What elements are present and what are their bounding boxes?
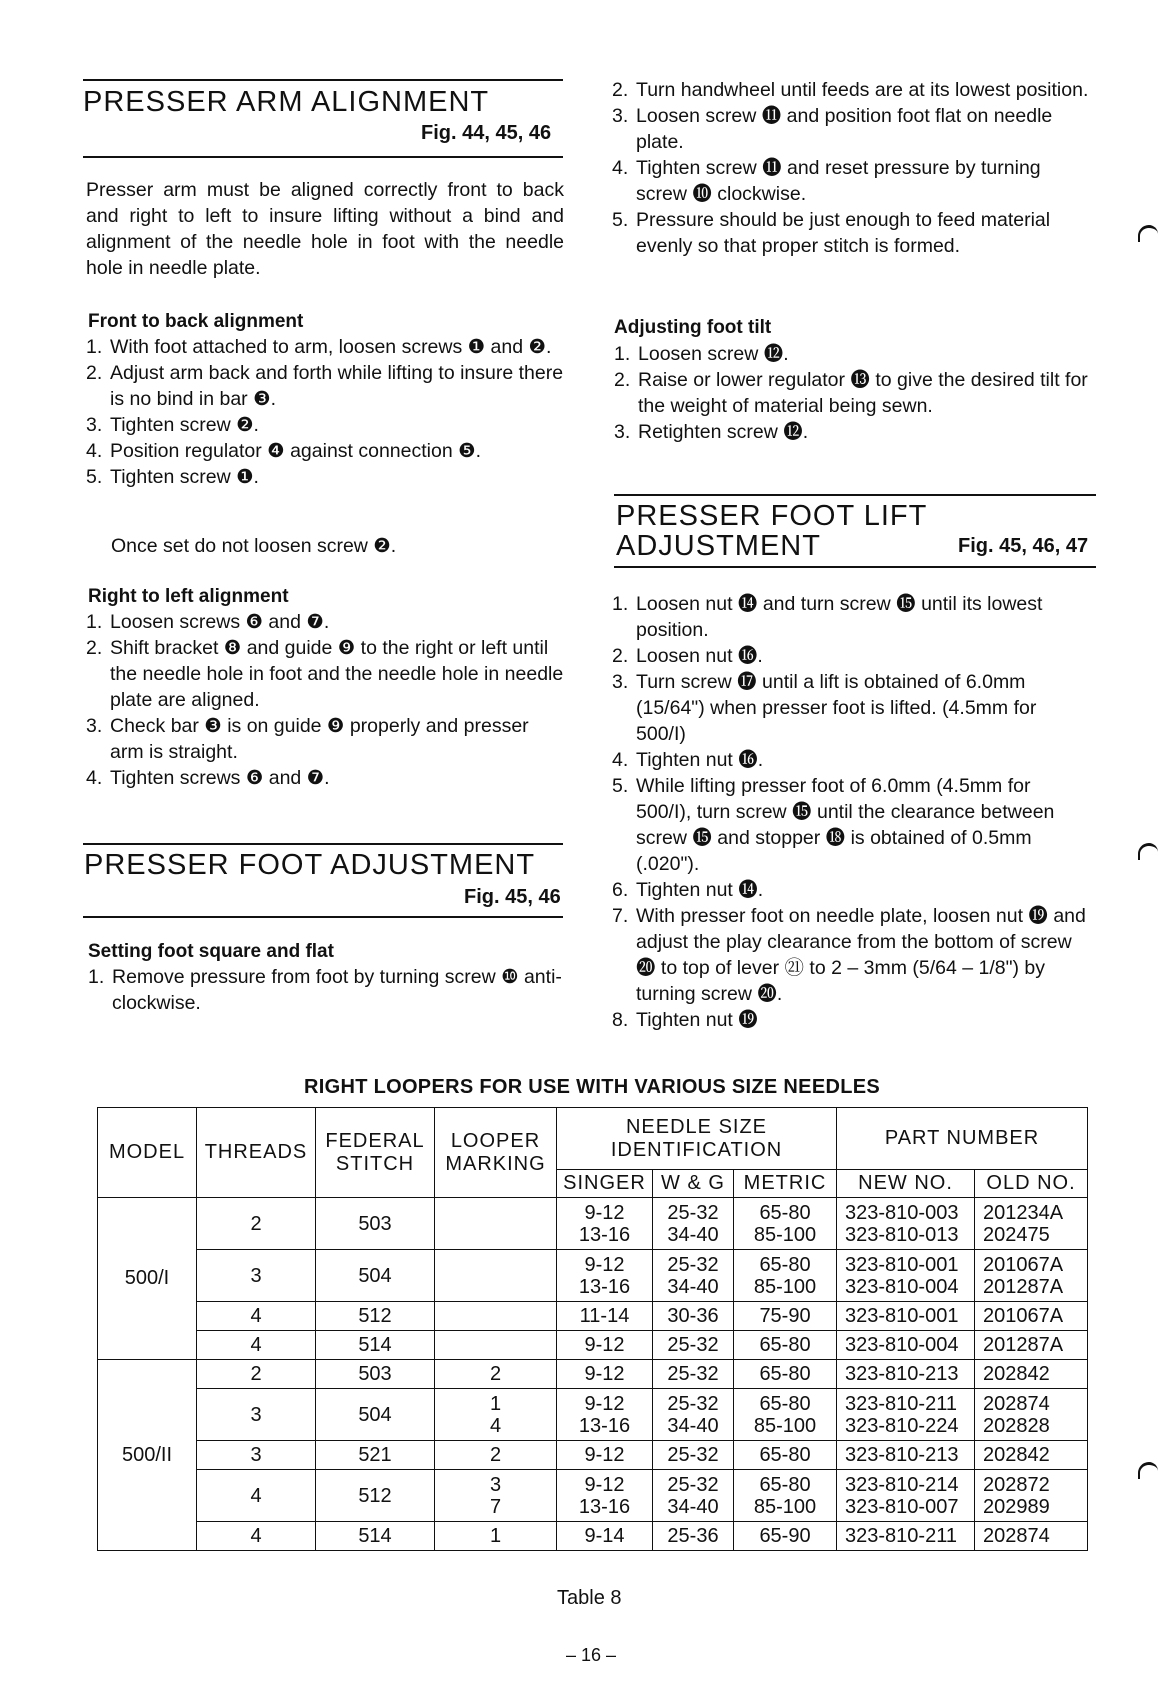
col-model: MODEL: [98, 1108, 197, 1198]
cell-new: 323-810-211: [837, 1522, 975, 1551]
col-metric: METRIC: [734, 1170, 837, 1198]
step-number: 4.: [86, 767, 103, 789]
step-item: [612, 155, 1090, 207]
cell-threads: 4: [197, 1331, 316, 1360]
col-looper-line1: LOOPER: [450, 1129, 541, 1152]
step-text: Raise or lower regulator ⓭ to give the desired tilt for the weight of material being sewn.: [638, 369, 1088, 417]
presser-foot-fig-ref: Fig. 45, 46: [464, 886, 561, 908]
cell-metric: 65-80: [734, 1360, 837, 1389]
foot-tilt-heading: Adjusting foot tilt: [614, 317, 772, 338]
lift-steps: [612, 591, 1090, 1033]
step-text: Tighten nut ⓰.: [636, 749, 764, 771]
cell-old: 201287A: [975, 1331, 1088, 1360]
step-text: Retighten screw ⓬.: [638, 421, 809, 443]
step-item: [86, 412, 564, 438]
front-back-note: Once set do not loosen screw ❷.: [111, 535, 397, 557]
right-left-heading: Right to left alignment: [88, 586, 289, 607]
step-item: [612, 591, 1090, 643]
step-text: While lifting presser foot of 6.0mm (4.5mm for 500/I), turn screw ⓯ until the clearance between screw ⓯ and stopper ⓲ is obtained of 0.5mm (.020").: [636, 775, 1055, 875]
cell-wg: 25-32 34-40: [653, 1389, 734, 1441]
step-number: 1.: [88, 966, 105, 988]
step-item: [86, 360, 564, 412]
cell-metric: 65-80 85-100: [734, 1198, 837, 1250]
cell-wg: 25-32: [653, 1360, 734, 1389]
step-number: 6.: [612, 879, 629, 901]
front-back-heading: Front to back alignment: [88, 311, 304, 332]
binder-mark: [1138, 225, 1158, 242]
table-row: [98, 1470, 1088, 1522]
step-number: 1.: [86, 336, 103, 358]
step-text: Pressure should be just enough to feed material evenly so that proper stitch is formed.: [636, 209, 1051, 257]
step-text: Shift bracket ❽ and guide ❾ to the right or left until the needle hole in foot and the needle hole in needle plate are aligned.: [110, 637, 564, 711]
right-left-steps: [86, 609, 564, 791]
cell-marking: 1: [435, 1522, 557, 1551]
cell-old: 202842: [975, 1441, 1088, 1470]
step-item: [86, 464, 564, 490]
presser-foot-heading: PRESSER FOOT ADJUSTMENT: [84, 849, 536, 881]
foot-adjust-continued-steps: [612, 77, 1090, 259]
col-looper-marking: [435, 1108, 557, 1198]
step-number: 2.: [612, 79, 629, 101]
model-cell: 500/II: [98, 1360, 197, 1551]
col-part-number: PART NUMBER: [837, 1108, 1088, 1170]
step-text: Loosen nut ⓮ and turn screw ⓯ until its lowest position.: [636, 593, 1043, 641]
col-needle-size: [557, 1108, 837, 1170]
cell-singer: 9-12: [557, 1441, 653, 1470]
step-number: 3.: [614, 421, 631, 443]
col-federal-line2: STITCH: [335, 1152, 415, 1175]
cell-threads: 4: [197, 1522, 316, 1551]
step-item: [86, 765, 564, 791]
col-federal-line1: FEDERAL: [325, 1129, 425, 1152]
cell-old: 202874: [975, 1522, 1088, 1551]
foot-bottom-rule: [83, 916, 563, 918]
col-needle-line2: IDENTIFICATION: [610, 1138, 783, 1161]
step-text: Tighten screw ❷.: [110, 414, 259, 436]
step-item: [88, 964, 566, 1016]
step-number: 1.: [614, 343, 631, 365]
step-text: With foot attached to arm, loosen screws ❶ and ❷.: [110, 336, 552, 358]
cell-metric: 65-80: [734, 1331, 837, 1360]
col-singer: SINGER: [557, 1170, 653, 1198]
table-row: [98, 1198, 1088, 1250]
cell-metric: 65-80 85-100: [734, 1250, 837, 1302]
step-text: Loosen screw ⓫ and position foot flat on needle plate.: [636, 105, 1053, 153]
cell-old: 202874 202828: [975, 1389, 1088, 1441]
lift-bottom-rule: [614, 566, 1096, 568]
step-text: Tighten screw ❶.: [110, 466, 259, 488]
col-old-no: OLD NO.: [975, 1170, 1088, 1198]
binder-mark: [1138, 1462, 1158, 1479]
step-text: Tighten nut ⓳: [636, 1009, 758, 1031]
step-number: 5.: [612, 775, 629, 797]
step-item: [86, 713, 564, 765]
cell-new: 323-810-211 323-810-224: [837, 1389, 975, 1441]
cell-metric: 65-80 85-100: [734, 1470, 837, 1522]
cell-new: 323-810-213: [837, 1360, 975, 1389]
col-looper-line2: MARKING: [445, 1152, 546, 1175]
step-number: 4.: [612, 157, 629, 179]
step-item: [612, 903, 1090, 1007]
cell-old: 202842: [975, 1360, 1088, 1389]
cell-stitch: 504: [316, 1389, 435, 1441]
cell-old: 201234A 202475: [975, 1198, 1088, 1250]
table-row: [98, 1302, 1088, 1331]
step-number: 8.: [612, 1009, 629, 1031]
step-text: Loosen screw ⓬.: [638, 343, 789, 365]
cell-marking: 2: [435, 1360, 557, 1389]
cell-threads: 3: [197, 1389, 316, 1441]
cell-threads: 2: [197, 1198, 316, 1250]
step-number: 2.: [86, 637, 103, 659]
cell-singer: 9-12 13-16: [557, 1470, 653, 1522]
step-item: [612, 773, 1090, 877]
cell-marking: [435, 1250, 557, 1302]
table-row: [98, 1360, 1088, 1389]
cell-old: 201067A: [975, 1302, 1088, 1331]
cell-stitch: 514: [316, 1331, 435, 1360]
step-number: 5.: [612, 209, 629, 231]
step-number: 2.: [614, 369, 631, 391]
step-item: [614, 419, 1090, 445]
step-number: 7.: [612, 905, 629, 927]
heading-rule: [83, 156, 563, 158]
cell-stitch: 514: [316, 1522, 435, 1551]
page-number: – 16 –: [566, 1645, 617, 1665]
cell-new: 323-810-214 323-810-007: [837, 1470, 975, 1522]
step-number: 3.: [612, 671, 629, 693]
cell-singer: 11-14: [557, 1302, 653, 1331]
cell-metric: 75-90: [734, 1302, 837, 1331]
col-federal-stitch: [316, 1108, 435, 1198]
table-row: [98, 1389, 1088, 1441]
step-text: Adjust arm back and forth while lifting to insure there is no bind in bar ❸.: [110, 362, 564, 410]
cell-marking: 3 7: [435, 1470, 557, 1522]
table-caption: Table 8: [557, 1587, 622, 1609]
step-text: Turn screw ⓱ until a lift is obtained of 6.0mm (15/64") when presser foot is lifted. (4.5mm for 500/I): [636, 671, 1037, 745]
step-item: [614, 341, 1090, 367]
step-text: Loosen nut ⓰.: [636, 645, 763, 667]
step-item: [612, 643, 1090, 669]
cell-singer: 9-12: [557, 1360, 653, 1389]
presser-arm-heading: PRESSER ARM ALIGNMENT: [83, 86, 490, 118]
presser-arm-fig-ref: Fig. 44, 45, 46: [421, 122, 552, 144]
cell-singer: 9-14: [557, 1522, 653, 1551]
col-threads: THREADS: [197, 1108, 316, 1198]
cell-wg: 25-32 34-40: [653, 1250, 734, 1302]
step-item: [612, 207, 1090, 259]
step-number: 4.: [612, 749, 629, 771]
cell-marking: [435, 1331, 557, 1360]
cell-singer: 9-12 13-16: [557, 1198, 653, 1250]
cell-metric: 65-90: [734, 1522, 837, 1551]
cell-wg: 25-36: [653, 1522, 734, 1551]
table-row: [98, 1250, 1088, 1302]
lift-heading-line1: PRESSER FOOT LIFT: [616, 500, 928, 532]
step-item: [614, 367, 1090, 419]
cell-old: 201067A 201287A: [975, 1250, 1088, 1302]
step-number: 1.: [612, 593, 629, 615]
table-title: RIGHT LOOPERS FOR USE WITH VARIOUS SIZE NEEDLES: [304, 1076, 880, 1098]
binder-mark: [1138, 843, 1158, 860]
right-loopers-table: [97, 1107, 1088, 1551]
cell-marking: 2: [435, 1441, 557, 1470]
cell-threads: 2: [197, 1360, 316, 1389]
cell-new: 323-810-003 323-810-013: [837, 1198, 975, 1250]
step-text: Remove pressure from foot by turning screw ❿ anti-clockwise.: [112, 966, 562, 1014]
step-text: Check bar ❸ is on guide ❾ properly and presser arm is straight.: [110, 715, 529, 763]
square-flat-heading: Setting foot square and flat: [88, 941, 334, 962]
table-row: [98, 1441, 1088, 1470]
cell-threads: 3: [197, 1441, 316, 1470]
cell-stitch: 504: [316, 1250, 435, 1302]
cell-wg: 25-32: [653, 1331, 734, 1360]
lift-heading-line2: ADJUSTMENT: [616, 530, 821, 562]
step-number: 5.: [86, 466, 103, 488]
col-needle-line1: NEEDLE SIZE: [625, 1115, 768, 1138]
step-item: [612, 747, 1090, 773]
step-number: 3.: [86, 715, 103, 737]
cell-threads: 4: [197, 1302, 316, 1331]
step-item: [86, 635, 564, 713]
step-item: [612, 103, 1090, 155]
step-number: 3.: [612, 105, 629, 127]
table-row: [98, 1331, 1088, 1360]
step-number: 2.: [612, 645, 629, 667]
step-text: Turn handwheel until feeds are at its lowest position.: [636, 79, 1089, 101]
table-row: [98, 1522, 1088, 1551]
cell-new: 323-810-001: [837, 1302, 975, 1331]
model-cell: 500/I: [98, 1198, 197, 1360]
cell-threads: 3: [197, 1250, 316, 1302]
cell-singer: 9-12 13-16: [557, 1250, 653, 1302]
cell-wg: 25-32 34-40: [653, 1470, 734, 1522]
cell-new: 323-810-213: [837, 1441, 975, 1470]
cell-new: 323-810-004: [837, 1331, 975, 1360]
step-text: Tighten screws ❻ and ❼.: [110, 767, 330, 789]
foot-tilt-steps: [614, 341, 1090, 445]
step-text: Tighten nut ⓮.: [636, 879, 764, 901]
cell-stitch: 512: [316, 1302, 435, 1331]
cell-new: 323-810-001 323-810-004: [837, 1250, 975, 1302]
cell-marking: 1 4: [435, 1389, 557, 1441]
step-item: [86, 438, 564, 464]
cell-marking: [435, 1198, 557, 1250]
step-item: [86, 609, 564, 635]
cell-stitch: 503: [316, 1198, 435, 1250]
cell-old: 202872 202989: [975, 1470, 1088, 1522]
step-number: 1.: [86, 611, 103, 633]
step-item: [612, 669, 1090, 747]
col-new-no: NEW NO.: [837, 1170, 975, 1198]
cell-metric: 65-80 85-100: [734, 1389, 837, 1441]
front-back-steps: [86, 334, 564, 490]
square-flat-steps: [88, 964, 566, 1016]
step-item: [612, 877, 1090, 903]
cell-wg: 25-32 34-40: [653, 1198, 734, 1250]
step-text: Loosen screws ❻ and ❼.: [110, 611, 330, 633]
col-wg: W & G: [653, 1170, 734, 1198]
cell-marking: [435, 1302, 557, 1331]
cell-stitch: 503: [316, 1360, 435, 1389]
cell-stitch: 521: [316, 1441, 435, 1470]
step-number: 3.: [86, 414, 103, 436]
presser-arm-intro: Presser arm must be aligned correctly front to back and right to left to insure lifting without a bind and alignment of the needle hole in foot with the needle hole in needle plate.: [86, 179, 564, 279]
top-rule: [83, 79, 563, 81]
step-item: [86, 334, 564, 360]
lift-fig-ref: Fig. 45, 46, 47: [958, 535, 1089, 557]
cell-metric: 65-80: [734, 1441, 837, 1470]
step-number: 2.: [86, 362, 103, 384]
cell-singer: 9-12: [557, 1331, 653, 1360]
step-text: With presser foot on needle plate, loosen nut ⓳ and adjust the play clearance from the bottom of screw ⓴ to top of lever ㉑ to 2 – 3mm (5/64 – 1/8") by turning screw ⓴.: [636, 905, 1086, 1005]
foot-top-rule: [83, 843, 563, 845]
step-item: [612, 77, 1090, 103]
step-number: 4.: [86, 440, 103, 462]
step-text: Tighten screw ⓫ and reset pressure by turning screw ❿ clockwise.: [636, 157, 1041, 205]
cell-singer: 9-12 13-16: [557, 1389, 653, 1441]
cell-threads: 4: [197, 1470, 316, 1522]
step-item: [612, 1007, 1090, 1033]
cell-stitch: 512: [316, 1470, 435, 1522]
cell-wg: 25-32: [653, 1441, 734, 1470]
cell-wg: 30-36: [653, 1302, 734, 1331]
step-text: Position regulator ❹ against connection ❺.: [110, 440, 482, 462]
lift-top-rule: [614, 494, 1096, 496]
